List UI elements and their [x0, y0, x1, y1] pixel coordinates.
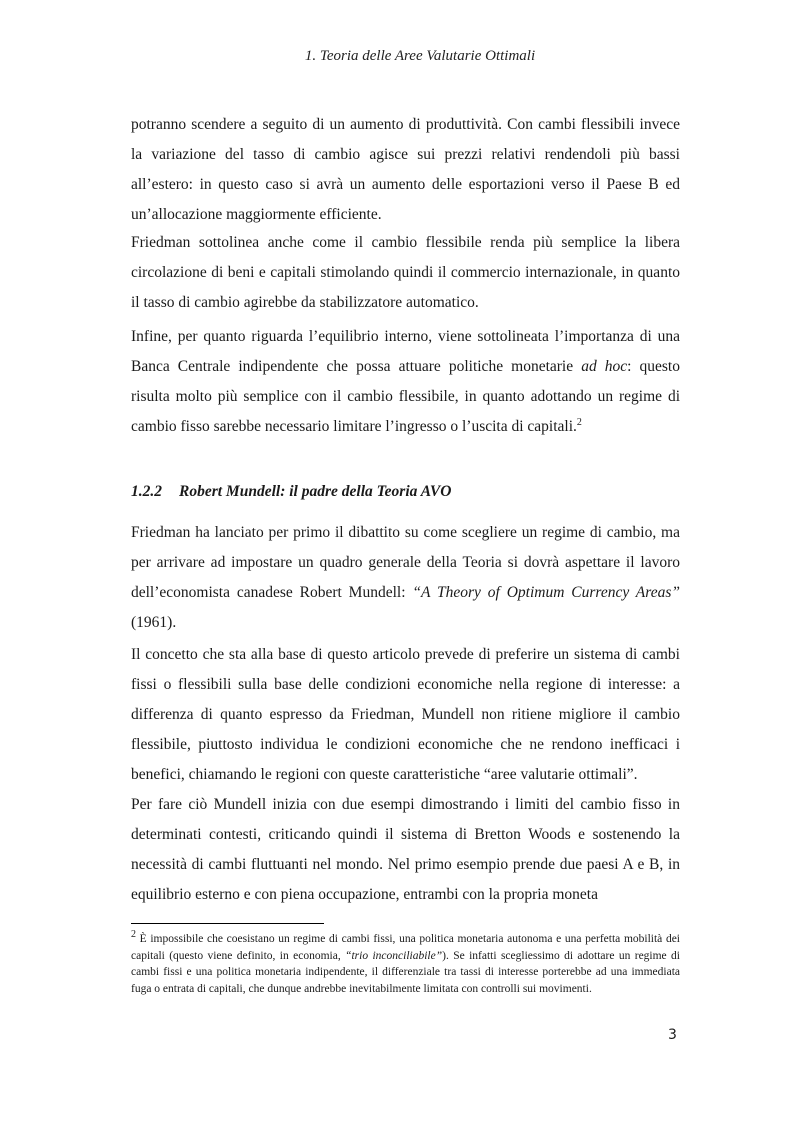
paragraph-4-text-b: (1961). [131, 614, 177, 631]
paragraph-4 [131, 518, 680, 638]
section-heading [131, 483, 451, 501]
footnote-text-b: ). Se infatti scegliessimo di adottare un regime di cambi fissi e una politica monetaria indipendente, il differenziale tra tassi di interesse porterebbe ad una immediata fuga o entrata di capitali, che dunque andrebbe inevitabilmente limitata con controlli sui movimenti. [131, 949, 680, 995]
footnote [131, 931, 680, 997]
section-title: Robert Mundell: il padre della Teoria AVO [179, 483, 452, 500]
footnote-divider [131, 923, 324, 924]
footnote-italic: “trio inconciliabile” [345, 949, 443, 962]
section-number: 1.2.2 [131, 483, 162, 500]
footnote-marker: 2 [131, 929, 136, 941]
page-number: 3 [668, 1027, 677, 1043]
paragraph-4-text-a: Friedman ha lanciato per primo il dibattito su come scegliere un regime di cambio, ma per arrivare ad impostare un quadro generale della Teoria si dovrà aspettare il lavoro dell’economista canadese Robert Mundell: [131, 524, 680, 601]
running-header: 1. Teoria delle Aree Valutarie Ottimali [304, 48, 536, 64]
paragraph-6: Per fare ciò Mundell inizia con due esempi dimostrando i limiti del cambio fisso in determinati contesti, criticando quindi il sistema di Bretton Woods e sostenendo la necessità di cambi fluttuanti nel mondo. Nel primo esempio prende due paesi A e B, in equilibrio esterno e con piena occupazione, entrambi con la propria moneta [131, 796, 680, 903]
paragraph-3-text-a: Infine, per quanto riguarda l’equilibrio interno, viene sottolineata l’importanza di una Banca Centrale indipendente che possa attuare politiche monetarie [131, 328, 680, 375]
paragraph-5: Il concetto che sta alla base di questo articolo prevede di preferire un sistema di cambi fissi o flessibili sulla base delle condizioni economiche nella regione di interesse: a differenza di quanto espresso da Friedman, Mundell non ritiene migliore il cambio flessibile, piuttosto individua le condizioni economiche che ne rendono inefficaci i benefici, chiamando le regioni con queste caratteristiche “aree valutarie ottimali”. [131, 646, 680, 783]
paragraph-2: Friedman sottolinea anche come il cambio flessibile renda più semplice la libera circolazione di beni e capitali stimolando quindi il commercio internazionale, in quanto il tasso di cambio agirebbe da stabilizzatore automatico. [131, 234, 680, 311]
paragraph-3-italic: ad hoc [581, 358, 628, 375]
footnote-reference[interactable]: 2 [576, 416, 582, 428]
footnote-text-a: È impossibile che coesistano un regime di cambi fissi, una politica monetaria autonoma e una perfetta mobilità dei capitali (questo viene definito, in economia, [131, 933, 680, 962]
paragraph-4-italic: “A Theory of Optimum Currency Areas” [412, 584, 680, 601]
paragraph-1: potranno scendere a seguito di un aumento di produttività. Con cambi flessibili invece la variazione del tasso di cambio agisce sui prezzi relativi rendendoli più bassi all’estero: in questo caso si avrà un aumento delle esportazioni verso il Paese B ed un’allocazione maggiormente efficiente. [131, 116, 680, 223]
paragraph-3 [131, 322, 680, 442]
paragraph-3-text-b: : questo risulta molto più semplice con il cambio flessibile, in quanto adottando un regime di cambio fisso sarebbe necessario limitare l’ingresso o l’uscita di capitali. [131, 358, 680, 435]
